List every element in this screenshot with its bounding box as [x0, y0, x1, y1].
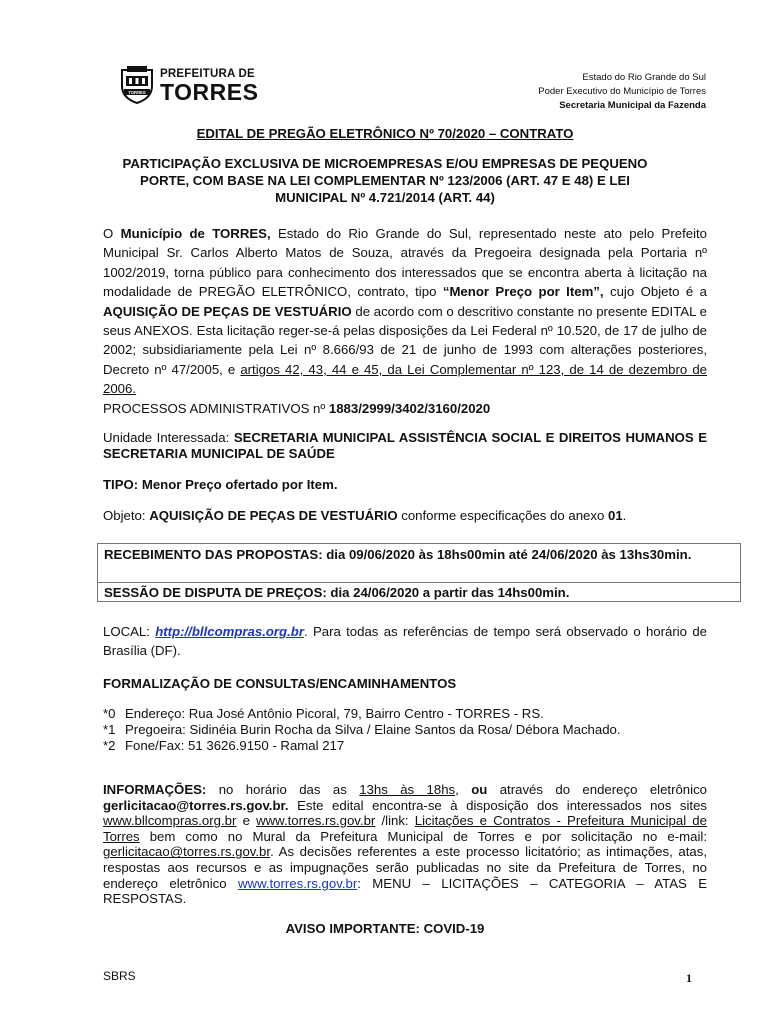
- sessao-box: SESSÃO DE DISPUTA DE PREÇOS: dia 24/06/2020 a partir das 14hs00min.: [97, 582, 741, 602]
- unidade-line: Unidade Interessada: SECRETARIA MUNICIPAL ASSISTÊNCIA SOCIAL E DIREITOS HUMANOS E SECRETARIA MUNICIPAL DE SAÚDE: [103, 430, 707, 461]
- subtitle-line: PORTE, COM BASE NA LEI COMPLEMENTAR Nº 123/2006 (ART. 47 E 48) E LEI: [140, 173, 630, 188]
- aviso-covid: AVISO IMPORTANTE: COVID-19: [285, 921, 485, 936]
- logo-line2: TORRES: [160, 79, 259, 105]
- text: O: [103, 226, 121, 241]
- text: cujo Objeto é a: [603, 284, 707, 300]
- header-secretaria: Secretaria Municipal da Fazenda: [559, 100, 706, 111]
- document-subtitle: [0, 155, 770, 206]
- subtitle-line: MUNICIPAL Nº 4.721/2014 (ART. 44): [275, 190, 495, 205]
- text: de acordo com o descritivo constante no presente EDITAL e seus ANEXOS. Esta licitação reger-se-á pelas disposições da Lei Federal nº 10.520, de 17 de julho de 2002; subsidiariamente pela Lei nº 8.666/93 de 21 de junho de 1993 com alterações posteriores, Decreto nº 47/2005, e: [103, 303, 707, 377]
- formalizacao-title: FORMALIZAÇÃO DE CONSULTAS/ENCAMINHAMENTOS: [103, 676, 457, 691]
- contacts-list: [103, 706, 621, 754]
- objeto-value: AQUISIÇÃO DE PEÇAS DE VESTUÁRIO: [149, 508, 398, 523]
- bllcompras-link[interactable]: http://bllcompras.org.br: [155, 624, 304, 639]
- processos-line: PROCESSOS ADMINISTRATIVOS nº 1883/2999/3402/3160/2020: [103, 401, 491, 416]
- page-number: 1: [686, 971, 692, 985]
- info-label: INFORMAÇÕES:: [103, 782, 207, 797]
- crest-icon: [118, 64, 156, 104]
- document-title: EDITAL DE PREGÃO ELETRÔNICO Nº 70/2020 – CONTRATO: [196, 126, 574, 141]
- list-item: *0 Endereço: Rua José Antônio Picoral, 79, Bairro Centro - TORRES - RS.: [103, 706, 544, 721]
- subtitle-line: PARTICIPAÇÃO EXCLUSIVA DE MICROEMPRESAS E/OU EMPRESAS DE PEQUENO: [122, 156, 648, 171]
- tipo-label: TIPO: [103, 477, 134, 492]
- torres-site-blue-link[interactable]: www.torres.rs.gov.br: [238, 875, 358, 891]
- tipo-bold: “Menor Preço por Item”,: [442, 284, 604, 300]
- tipo-line: [103, 475, 707, 494]
- unidade-value: SECRETARIA MUNICIPAL ASSISTÊNCIA SOCIAL E DIREITOS HUMANOS E SECRETARIA MUNICIPAL DE SAÚDE: [103, 430, 707, 461]
- email-link[interactable]: gerlicitacao@torres.rs.gov.br: [103, 844, 271, 860]
- prefeitura-logo: [118, 62, 258, 106]
- intro-paragraph: [103, 224, 707, 399]
- torres-site-link[interactable]: www.torres.rs.gov.br: [256, 813, 376, 829]
- objeto-bold: AQUISIÇÃO DE PEÇAS DE VESTUÁRIO: [103, 303, 352, 319]
- crest-text: TORRES: [128, 90, 146, 95]
- header-power: Poder Executivo do Município de Torres: [538, 86, 706, 97]
- hours-underlined: 13hs às 18hs: [359, 782, 456, 797]
- licitacoes-link[interactable]: Licitações e Contratos - Prefeitura Municipal de Torres: [103, 813, 707, 844]
- recebimento-box: RECEBIMENTO DAS PROPOSTAS: dia 09/06/2020 às 18hs00min até 24/06/2020 às 13hs30min.: [97, 543, 741, 583]
- header-right: [538, 71, 706, 113]
- lei-complementar-underlined: artigos 42, 43, 44 e 45, da Lei Complementar nº 123, de 14 de dezembro de 2006.: [103, 361, 707, 397]
- list-item: *1 Pregoeira: Sidinéia Burin Rocha da Silva / Elaine Santos da Rosa/ Débora Machado.: [103, 722, 621, 737]
- list-item: *2 Fone/Fax: 51 3626.9150 - Ramal 217: [103, 738, 345, 753]
- logo-line1: PREFEITURA DE: [160, 68, 255, 80]
- informacoes-paragraph: INFORMAÇÕES: no horário das as 13hs às 18hs, ou através do endereço eletrônico gerlicitacao@torres.rs.gov.br. Este edital encontra-se à disposição dos interessados nos sites www.bllcompras.org.br e www.torres.rs.gov.br /link: Licitações e Contratos - Prefeitura Municipal de Torres bem como no Mural da Prefeitura Municipal de Torres e por solicitação no e-mail: gerlicitacao@torres.rs.gov.br. As decisões referentes a este processo licitatório; as intimações, atas, respostas aos recursos e as impugnações serão publicadas no site da Prefeitura de Torres, no endereço eletrônico www.torres.rs.gov.br: MENU – LICITAÇÕES – CATEGORIA – ATAS E RESPOSTAS.: [103, 782, 708, 907]
- municipio-bold: Município de TORRES,: [120, 226, 271, 241]
- anexo-number: 01: [607, 508, 623, 523]
- tipo-value: : Menor Preço ofertado por Item.: [133, 477, 338, 492]
- email-bold: gerlicitacao@torres.rs.gov.br.: [103, 797, 289, 813]
- local-line: LOCAL: http://bllcompras.org.br. Para todas as referências de tempo será observado o horário de Brasília (DF).: [103, 624, 708, 659]
- bllcompras-site-link[interactable]: www.bllcompras.org.br: [103, 813, 237, 829]
- text: Estado do Rio Grande do Sul, representado neste ato pelo Prefeito Municipal Sr. Carlos Alberto Matos de Souza, através da Pregoeira designada pela Portaria nº 1002/2019, torna público para conhecimento dos interessados que se encontra aberta à licitação na modalidade de PREGÃO ELETRÔNICO, contrato, tipo: [103, 226, 707, 300]
- footer-left: SBRS: [103, 969, 136, 983]
- processos-value: 1883/2999/3402/3160/2020: [328, 401, 491, 416]
- header-state: Estado do Rio Grande do Sul: [582, 72, 706, 83]
- objeto-line: Objeto: AQUISIÇÃO DE PEÇAS DE VESTUÁRIO conforme especificações do anexo 01.: [103, 508, 627, 523]
